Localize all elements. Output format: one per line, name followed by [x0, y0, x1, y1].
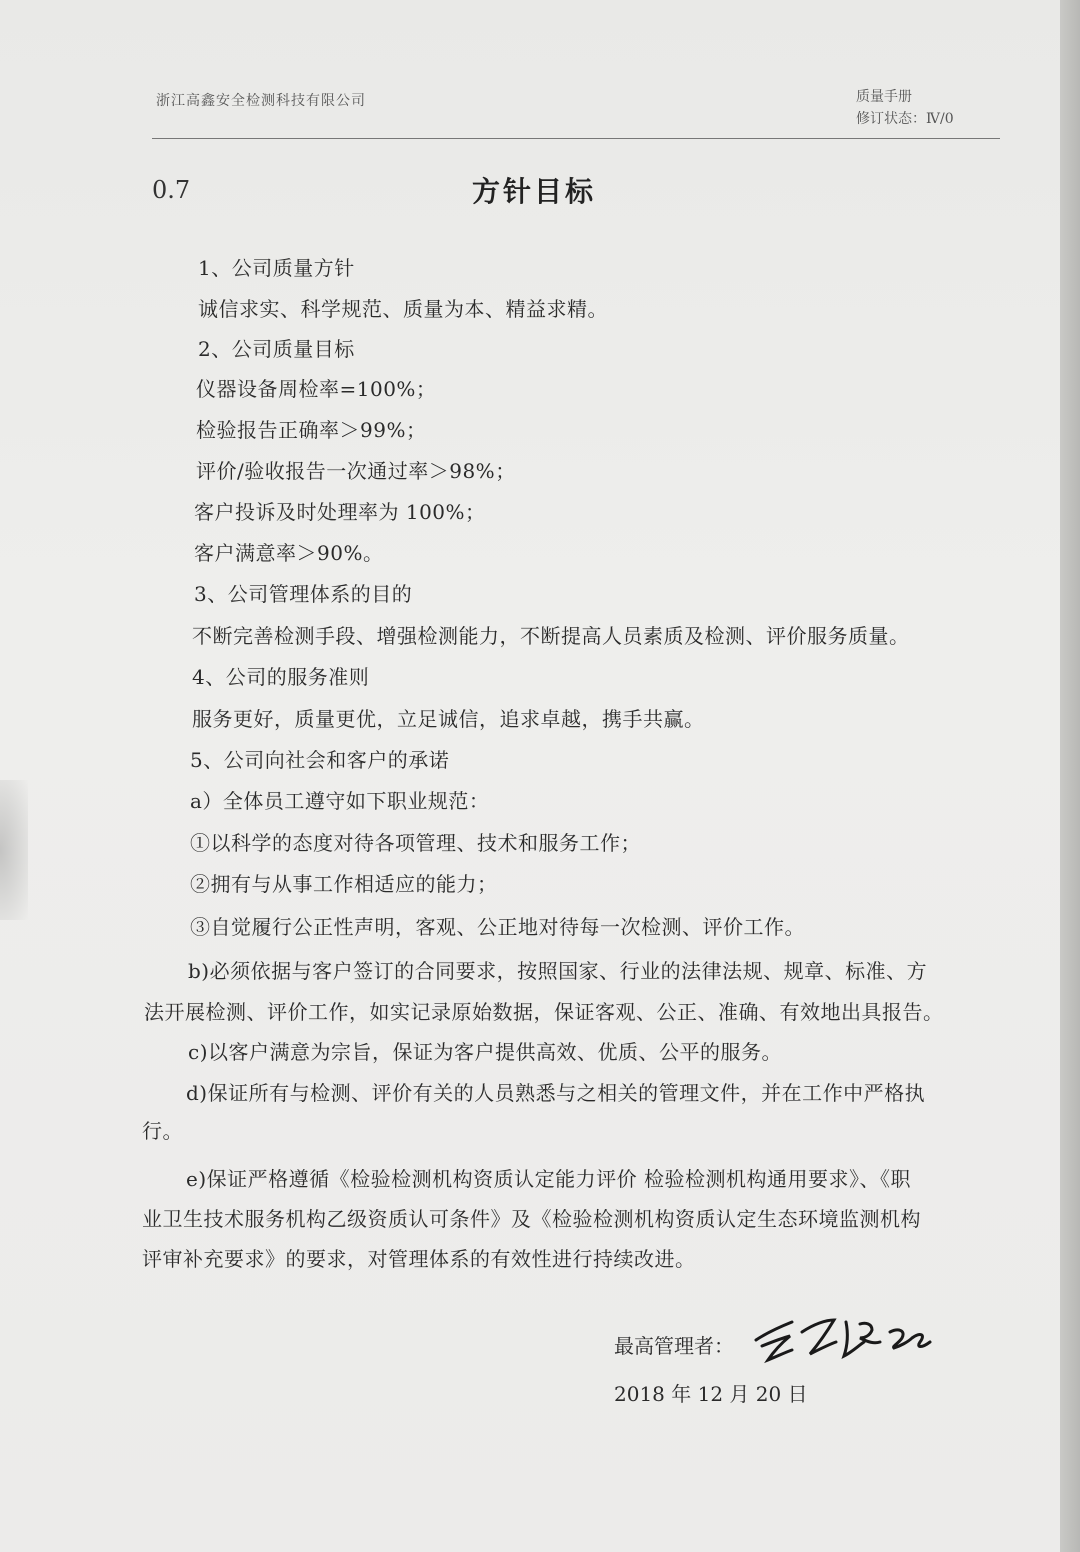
- commitment-a-item-2: ②拥有与从事工作相适应的能力；: [190, 872, 498, 896]
- page-title: 方针目标: [472, 175, 597, 208]
- commitment-c: c)以客户满意为宗旨，保证为客户提供高效、优质、公平的服务。: [188, 1040, 783, 1064]
- commitment-a-item-1: ①以科学的态度对待各项管理、技术和服务工作；: [190, 831, 641, 855]
- goal-report-pass-rate: 评价/验收报告一次通过率＞98%；: [196, 459, 516, 483]
- management-purpose-text: 不断完善检测手段、增强检测能力，不断提高人员素质及检测、评价服务质量。: [192, 624, 910, 648]
- signature-date: 2018 年 12 月 20 日: [614, 1382, 808, 1406]
- page-binding-edge: [1060, 0, 1080, 1552]
- header-divider: [152, 138, 1000, 139]
- heading-management-purpose: 3、公司管理体系的目的: [194, 582, 413, 606]
- goal-customer-satisfaction: 客户满意率＞90%。: [194, 541, 384, 565]
- commitment-d-line-2: 行。: [142, 1119, 183, 1143]
- commitment-e-line-2: 业卫生技术服务机构乙级资质认可条件》及《检验检测机构资质认定生态环境监测机构: [142, 1207, 921, 1231]
- handwritten-signature: [748, 1302, 938, 1368]
- heading-service-principles: 4、公司的服务准则: [192, 665, 370, 689]
- service-principles-text: 服务更好，质量更优，立足诚信，追求卓越，携手共赢。: [192, 707, 705, 731]
- commitment-b-line-2: 法开展检测、评价工作，如实记录原始数据，保证客观、公正、准确、有效地出具报告。: [144, 1000, 944, 1024]
- goal-equipment-calibration: 仪器设备周检率=100%；: [196, 377, 437, 401]
- header-revision-status: 修订状态：Ⅳ/0: [856, 111, 954, 127]
- header-company-name: 浙江高鑫安全检测科技有限公司: [156, 93, 366, 109]
- goal-complaint-handling: 客户投诉及时处理率为 100%；: [194, 500, 486, 524]
- commitment-e-line-1: e)保证严格遵循《检验检测机构资质认定能力评价 检验检测机构通用要求》、《职: [186, 1167, 911, 1191]
- commitment-d-line-1: d)保证所有与检测、评价有关的人员熟悉与之相关的管理文件，并在工作中严格执: [186, 1081, 926, 1105]
- finger-shadow: [0, 780, 28, 920]
- goal-report-accuracy: 检验报告正确率＞99%；: [196, 418, 427, 442]
- header-doc-info: [856, 86, 954, 130]
- quality-policy-text: 诚信求实、科学规范、质量为本、精益求精。: [198, 297, 608, 321]
- commitment-b-line-1: b)必须依据与客户签订的合同要求，按照国家、行业的法律法规、规章、标准、方: [188, 959, 928, 983]
- signature-label: 最高管理者：: [614, 1334, 734, 1358]
- section-number: 0.7: [152, 176, 191, 204]
- commitment-a-item-3: ③自觉履行公正性声明，客观、公正地对待每一次检测、评价工作。: [190, 915, 805, 939]
- heading-quality-goals: 2、公司质量目标: [198, 337, 355, 361]
- heading-commitments: 5、公司向社会和客户的承诺: [190, 748, 450, 772]
- commitment-e-line-3: 评审补充要求》的要求，对管理体系的有效性进行持续改进。: [142, 1247, 696, 1271]
- heading-quality-policy: 1、公司质量方针: [198, 256, 355, 280]
- header-manual-name: 质量手册: [856, 89, 912, 105]
- commitment-a: a）全体员工遵守如下职业规范：: [190, 789, 490, 813]
